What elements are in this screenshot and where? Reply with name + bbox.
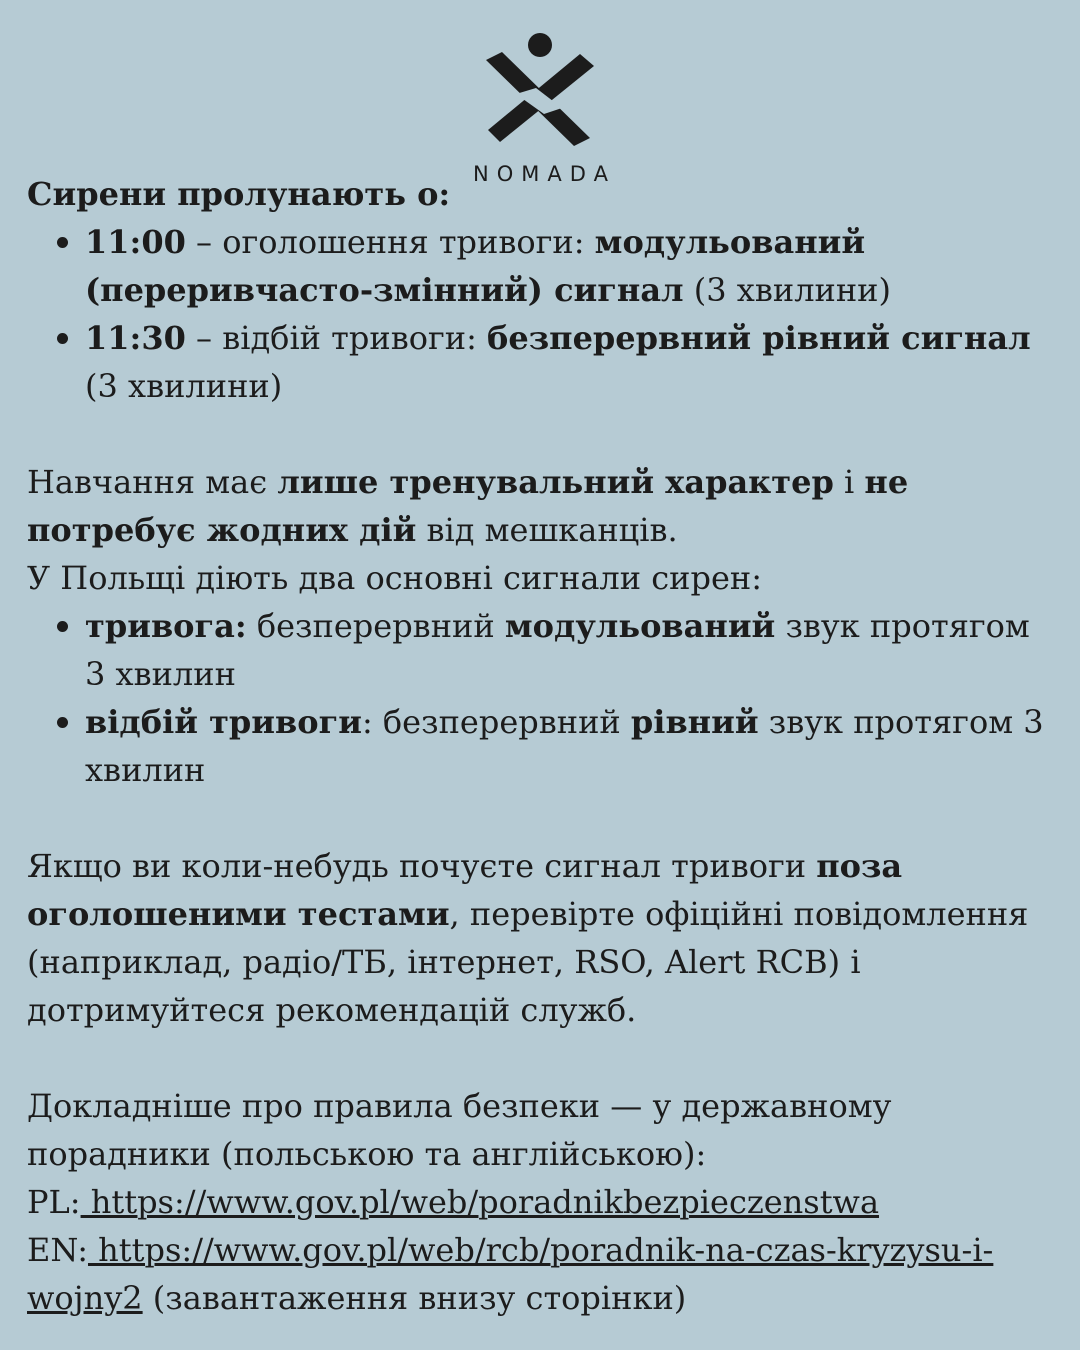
list-item: 11:00 – оголошення тривоги: модульований (переривчасто-змінний) сигнал (3 хвилини): [85, 218, 1057, 314]
en-link-line: EN: https://www.gov.pl/web/rcb/poradnik-na-czas-kryzysu-i-wojny2 (завантаження внизу сторінки): [27, 1231, 994, 1317]
list-item: 11:30 – відбій тривоги: безперервний рівний сигнал (3 хвилини): [85, 314, 1057, 410]
nomada-logo: [458, 30, 623, 186]
training-paragraph: Навчання має лише тренувальний характер і не потребує жодних дій від мешканців.: [27, 463, 909, 549]
signals-list: [27, 602, 1057, 794]
list-item: тривога: безперервний модульований звук протягом 3 хвилин: [85, 602, 1057, 698]
pl-guide-link[interactable]: https://www.gov.pl/web/poradnikbezpieczenstwa: [80, 1183, 880, 1221]
nomada-figure-icon: [486, 30, 596, 150]
schedule-heading: Сирени пролунають о:: [27, 175, 451, 213]
logo-wordmark: NOMADA: [473, 162, 616, 186]
schedule-list: [27, 218, 1057, 410]
more-info-text: Докладніше про правила безпеки — у державному порадники (польською та англійською):: [27, 1087, 892, 1173]
list-item: відбій тривоги: безперервний рівний звук протягом 3 хвилин: [85, 698, 1057, 794]
advice-paragraph: Якщо ви коли-небудь почуєте сигнал тривоги поза оголошеними тестами, перевірте офіційні повідомлення (наприклад, радіо/ТБ, інтернет, RSO, Alert RCB) і дотримуйтеся рекомендацій служб.: [27, 847, 1029, 1029]
signals-intro: У Польщі діють два основні сигнали сирен:: [27, 559, 762, 597]
en-guide-link[interactable]: https://www.gov.pl/web/rcb/poradnik-na-czas-kryzysu-i-wojny2: [27, 1231, 994, 1317]
pl-link-line: PL: https://www.gov.pl/web/poradnikbezpieczenstwa: [27, 1183, 880, 1221]
main-text: [27, 170, 1057, 1322]
